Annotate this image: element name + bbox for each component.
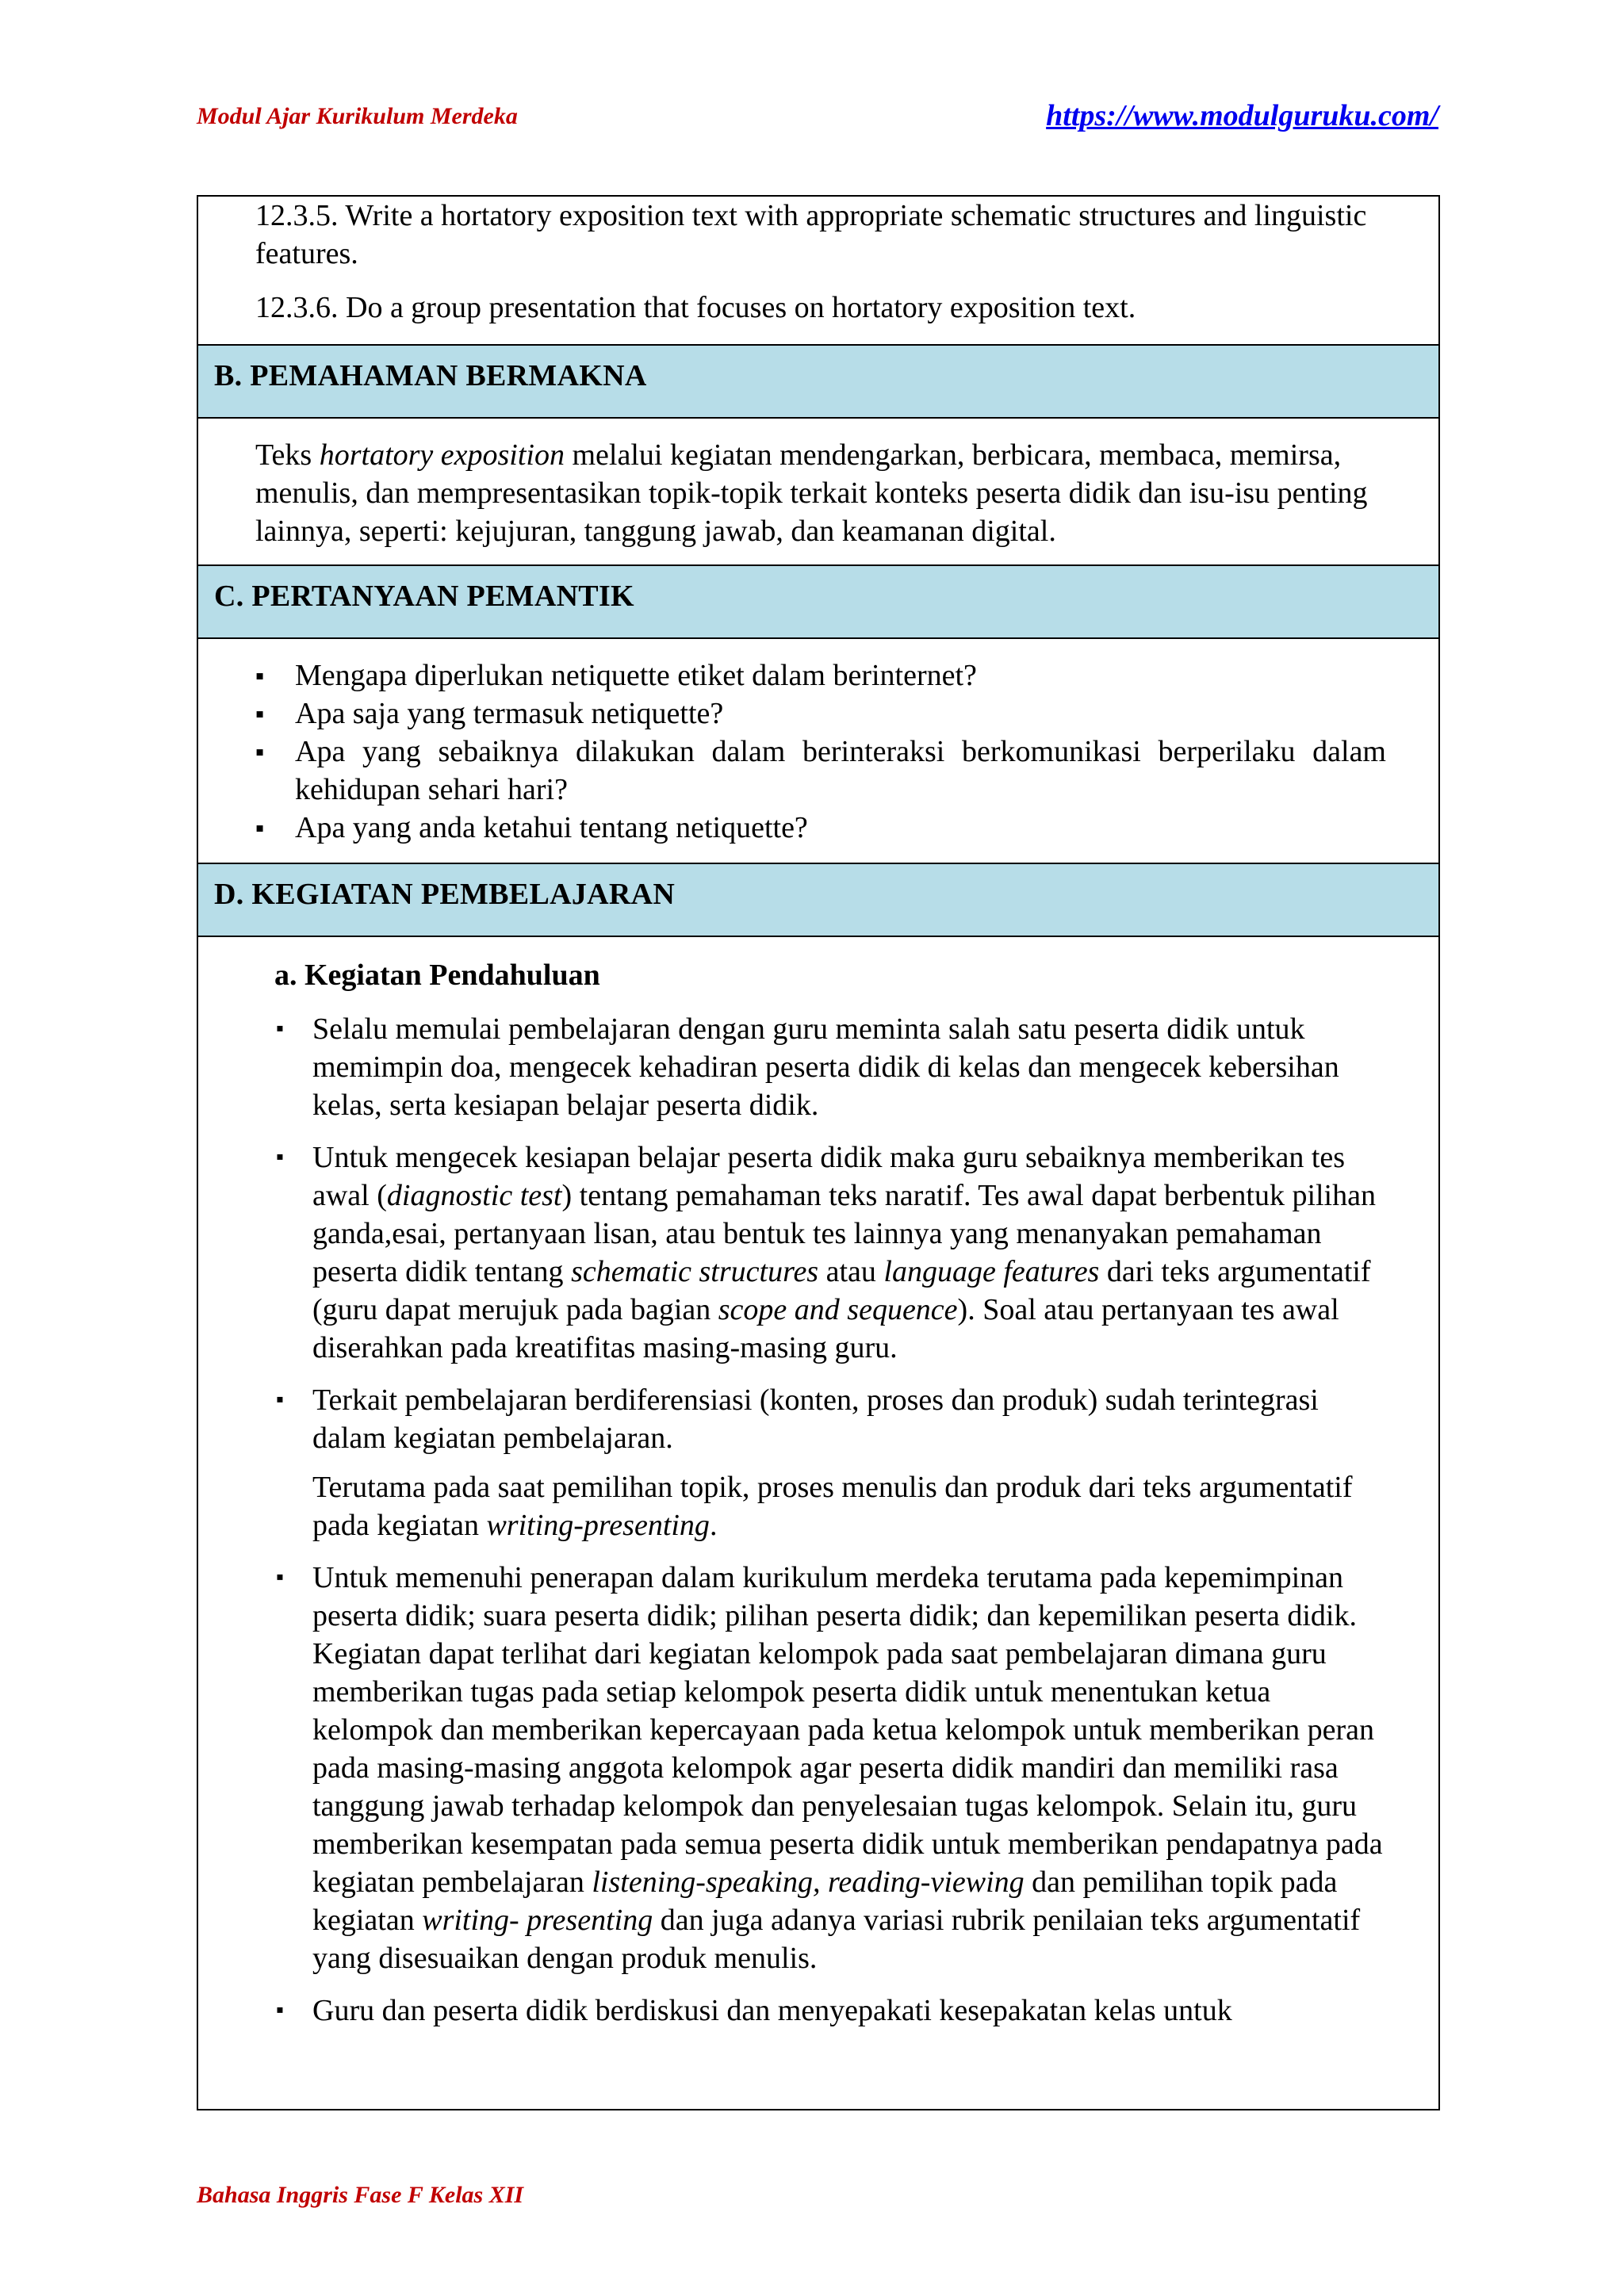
section-b-title: B. PEMAHAMAN BERMAKNA: [214, 359, 647, 392]
footer-title: Bahasa Inggris Fase F Kelas XII: [197, 2182, 524, 2208]
objective-item: [255, 289, 1383, 327]
section-b-body: [198, 419, 1438, 564]
objective-number: 12.3.6.: [255, 291, 339, 324]
activity-list: [276, 1010, 1388, 2044]
activity-item: ▪ Guru dan peserta didik berdiskusi dan menyepakati kesepakatan kelas untuk: [276, 1992, 1388, 2030]
activity-item: ▪ Untuk memenuhi penerapan dalam kurikulum merdeka terutama pada kepemimpinan peserta didik; suara peserta didik; pilihan peserta didik; dan kepemilikan peserta didik. Kegiatan dapat terlihat dari kegiatan kelompok pada saat pembelajaran dimana guru memberikan tugas pada setiap kelompok peserta didik untuk menentukan ketua kelompok dan memberikan kepercayaan pada ketua kelompok untuk memberikan peran pada masing-masing anggota kelompok agar peserta didik mandiri dan memiliki rasa tanggung jawab terhadap kelompok dan penyelesaian tugas kelompok. Selain itu, guru memberikan kesempatan pada semua peserta didik untuk memberikan pendapatnya pada kegiatan pembelajaran listening-speaking, reading-viewing dan pemilihan topik pada kegiatan writing- presenting dan juga adanya variasi rubrik penilaian teks argumentatif yang disesuaikan dengan produk menulis.: [276, 1559, 1388, 1977]
objective-text: Do a group presentation that focuses on hortatory exposition text.: [346, 291, 1136, 324]
objective-text: Write a hortatory exposition text with appropriate schematic structures and linguistic features.: [255, 199, 1367, 270]
objectives-cell: [198, 197, 1438, 344]
section-c-header: [198, 564, 1438, 639]
activity-item: ▪ Terkait pembelajaran berdiferensiasi (konten, proses dan produk) sudah terintegrasi dalam kegiatan pembelajaran.: [276, 1381, 1388, 1457]
activity-item: ▪ Selalu memulai pembelajaran dengan guru meminta salah satu peserta didik untuk memimpin doa, mengecek kehadiran peserta didik di kelas dan mengecek kebersihan kelas, serta kesiapan belajar peserta didik.: [276, 1010, 1388, 1124]
question-item: ▪ Apa yang anda ketahui tentang netiquette?: [255, 809, 1386, 847]
section-d-title: D. KEGIATAN PEMBELAJARAN: [214, 878, 676, 911]
section-d-header: [198, 863, 1438, 937]
subsection-title: a. Kegiatan Pendahuluan: [274, 959, 600, 992]
question-list: [255, 656, 1386, 847]
header-left-title: Modul Ajar Kurikulum Merdeka: [197, 103, 518, 129]
objective-item: [255, 197, 1383, 273]
header-url-link[interactable]: https://www.modulguruku.com/: [1046, 99, 1438, 132]
question-item: ▪ Apa saja yang termasuk netiquette?: [255, 695, 1386, 733]
section-d-body: [198, 937, 1438, 2109]
question-item: ▪ Apa yang sebaiknya dilakukan dalam berinteraksi berkomunikasi berperilaku dalam kehidupan sehari hari?: [255, 733, 1386, 809]
section-c-title: C. PERTANYAAN PEMANTIK: [214, 580, 634, 613]
content-table: [197, 195, 1440, 2110]
section-c-body: [198, 639, 1438, 863]
section-b-paragraph: Teks hortatory exposition melalui kegiatan mendengarkan, berbicara, membaca, memirsa, menulis, dan mempresentasikan topik-topik terkait konteks peserta didik dan isu-isu penting lainnya, seperti: kejujuran, tanggung jawab, dan keamanan digital.: [255, 438, 1368, 548]
section-b-header: [198, 344, 1438, 419]
activity-item-note: Terutama pada saat pemilihan topik, proses menulis dan produk dari teks argumentatif pada kegiatan writing-presenting.: [312, 1471, 1353, 1542]
question-item: ▪ Mengapa diperlukan netiquette etiket dalam berinternet?: [255, 656, 1386, 695]
objective-number: 12.3.5.: [255, 199, 339, 232]
activity-item: ▪ Untuk mengecek kesiapan belajar peserta didik maka guru sebaiknya memberikan tes awal (diagnostic test) tentang pemahaman teks naratif. Tes awal dapat berbentuk pilihan ganda,esai, pertanyaan lisan, atau bentuk tes lainnya yang menanyakan pemahaman peserta didik tentang schematic structures atau language features dari teks argumentatif (guru dapat merujuk pada bagian scope and sequence). Soal atau pertanyaan tes awal diserahkan pada kreatifitas masing-masing guru.: [276, 1138, 1388, 1367]
